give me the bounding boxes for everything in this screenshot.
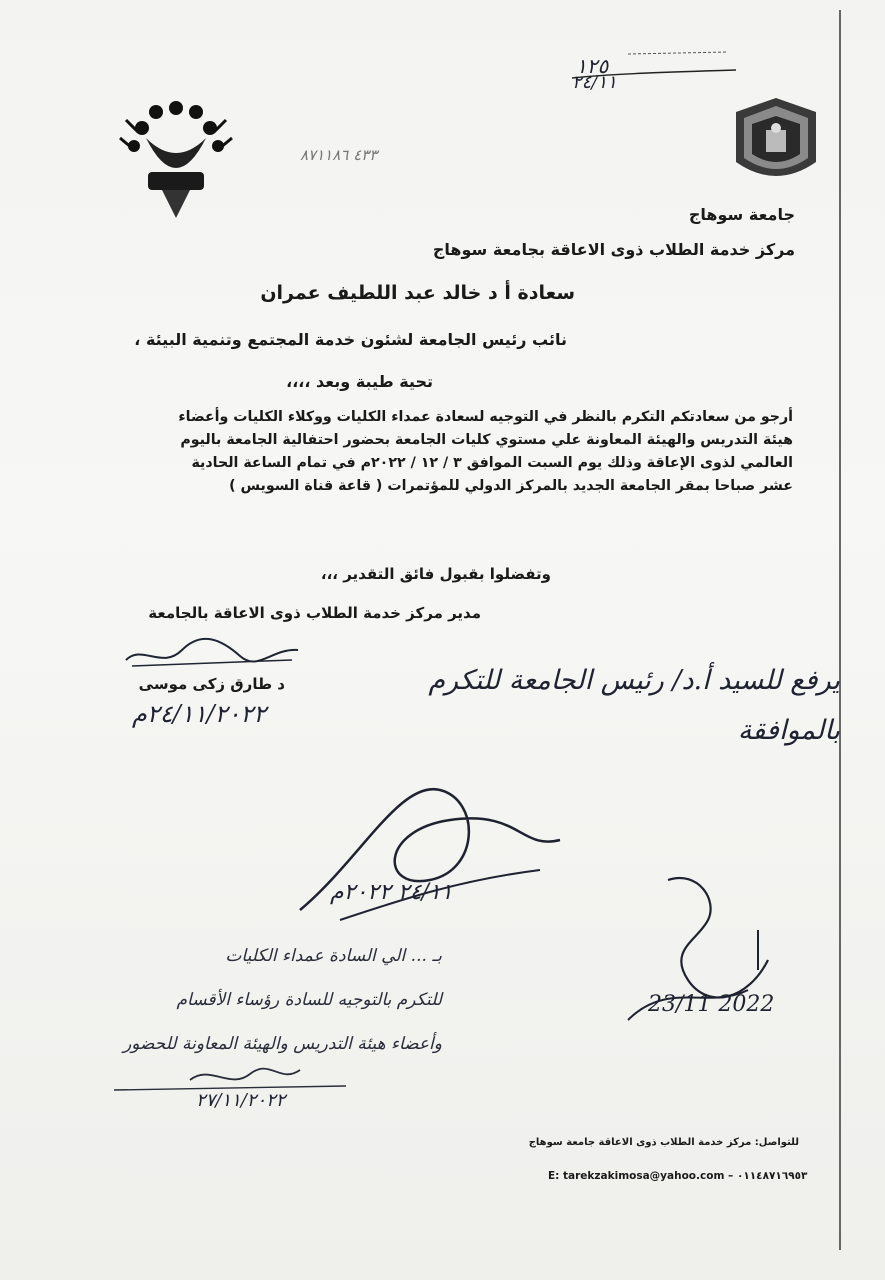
- handwritten-forward-note: يرفع للسيد أ.د/ رئيس الجامعة للتكرم بالموافقة: [428, 665, 840, 746]
- recipient-name: سعادة أ د خالد عبد اللطيف عمران: [260, 282, 575, 304]
- approval-date: 23/11 2022: [648, 992, 775, 1017]
- margin-line: [839, 10, 841, 1250]
- note-line: للتكرم بالتوجيه للسادة رؤساء الأقسام: [176, 990, 442, 1010]
- note-line: وأعضاء هيئة التدريس والهيئة المعاونة للحضور: [123, 1034, 442, 1054]
- ref-stamp-date: ٢٤/١١: [572, 72, 617, 93]
- recipient-title: نائب رئيس الجامعة لشئون خدمة المجتمع وتنمية البيئة ،: [134, 330, 567, 349]
- forward-note-date: ٢٤/١١ ٢٠٢٢م: [330, 880, 453, 905]
- footer-contact: للتواصل: مركز خدمة الطلاب ذوى الاعاقة جامعة سوهاج: [528, 1137, 799, 1148]
- closing: وتفضلوا بقبول فائق التقدير ،،،: [320, 565, 551, 583]
- letter-body: [93, 406, 793, 498]
- university-seal-icon: [726, 92, 826, 192]
- center-logo-icon: [112, 98, 240, 222]
- signer-name: د طارق زكى موسى: [138, 675, 285, 693]
- body-line: عشر صباحا بمقر الجامعة الجديد بالمركز الدولي للمؤتمرات ( قاعة قناة السويس ): [229, 478, 793, 494]
- body-line: أرجو من سعادتكم التكرم بالنظر في التوجيه لسعادة عمداء الكليات ووكلاء الكليات وأعضاء: [178, 409, 793, 425]
- top-reference-number: ٤٣٣ ٨٧١١٨٦: [300, 146, 378, 164]
- dean-note-date: ٢٧/١١/٢٠٢٢: [196, 1090, 286, 1111]
- footer-email: E: tarekzakimosa@yahoo.com – ٠١١٤٨٧١٦٩٥٣: [548, 1170, 808, 1182]
- body-line: هيئة التدريس والهيئة المعاونة علي مستوي كليات الجامعة بحضور احتفالية الجامعة باليوم: [180, 432, 793, 448]
- body-line: العالمي لذوى الإعاقة وذلك يوم السبت الموافق ٣ / ١٢ / ٢٠٢٢م في تمام الساعة الحادية: [191, 455, 793, 471]
- signer-date: ٢٤/١١/٢٠٢٢م: [132, 700, 267, 728]
- center-name: مركز خدمة الطلاب ذوى الاعاقة بجامعة سوهاج: [432, 240, 795, 259]
- signer-title: مدير مركز خدمة الطلاب ذوى الاعاقة بالجامعة: [148, 604, 481, 622]
- greeting: تحية طيبة وبعد ،،،،: [286, 372, 433, 391]
- ref-stamp-number: ١٢٥: [576, 54, 609, 78]
- handwritten-dean-note: [112, 934, 442, 1066]
- university-name: جامعة سوهاج: [688, 205, 795, 224]
- signature-mark: [122, 630, 302, 676]
- note-line: بـ ... الي السادة عمداء الكليات: [225, 946, 442, 966]
